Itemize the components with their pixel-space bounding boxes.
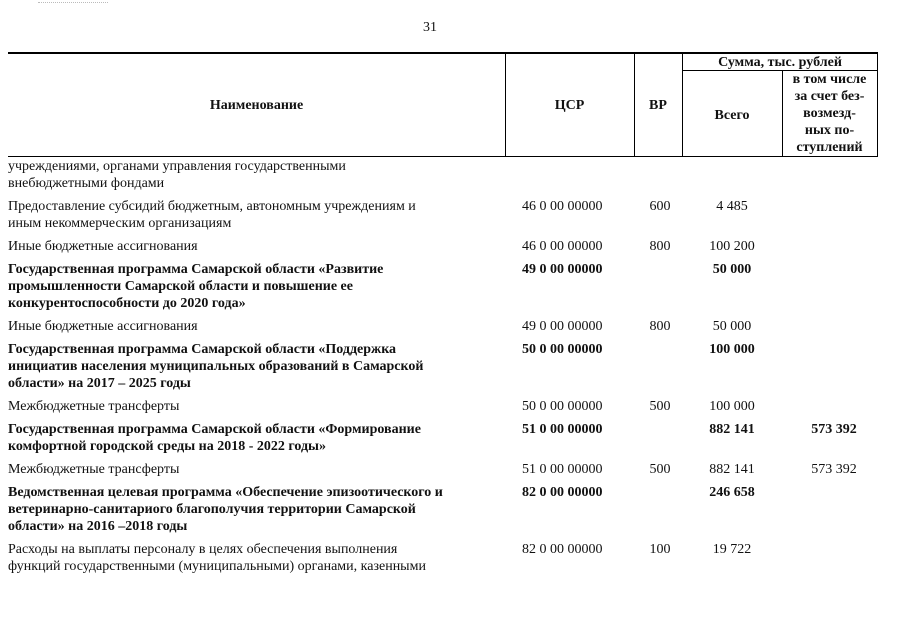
row-csr: 49 0 00 00000 — [522, 319, 603, 334]
row-total: 100 200 — [709, 239, 755, 254]
row-name — [8, 238, 498, 255]
row-name-line: внебюджетными фондами — [8, 176, 165, 191]
header-free-line: за счет без- — [794, 89, 865, 104]
row-name-line: комфортной городской среды на 2018 - 2022 годы» — [8, 439, 326, 454]
header-vr: ВР — [649, 98, 667, 113]
header-free-line: ных по- — [804, 123, 855, 138]
row-name — [8, 341, 498, 392]
row-name-line: области» на 2017 – 2025 годы — [8, 376, 191, 391]
header-total: Всего — [714, 108, 750, 123]
header-name: Наименование — [209, 98, 304, 113]
row-csr: 82 0 00 00000 — [522, 542, 603, 557]
row-total: 882 141 — [709, 462, 755, 477]
row-vr: 800 — [649, 319, 671, 334]
row-vr: 600 — [649, 199, 671, 214]
header-csr: ЦСР — [554, 98, 585, 113]
row-name-line: Иные бюджетные ассигнования — [8, 239, 198, 254]
page-number: 31 — [423, 20, 437, 35]
row-name-line: Государственная программа Самарской области «Формирование — [8, 422, 421, 437]
row-csr: 50 0 00 00000 — [522, 399, 603, 414]
row-total: 4 485 — [716, 199, 748, 214]
row-free: 573 392 — [811, 462, 857, 477]
row-name-line: Иные бюджетные ассигнования — [8, 319, 198, 334]
row-name — [8, 318, 498, 335]
row-total: 50 000 — [712, 319, 752, 334]
row-name-line: конкурентоспособности до 2020 года» — [8, 296, 246, 311]
header-bottom-rule — [8, 156, 878, 157]
header-free-line: возмезд- — [803, 106, 856, 121]
row-name-line: функций государственными (муниципальными) органами, казенными — [8, 559, 426, 574]
row-vr: 500 — [649, 462, 671, 477]
row-vr: 800 — [649, 239, 671, 254]
row-csr: 46 0 00 00000 — [522, 239, 603, 254]
row-name-line: Предоставление субсидий бюджетным, автономным учреждениям и — [8, 199, 416, 214]
row-csr: 51 0 00 00000 — [522, 422, 603, 437]
row-csr: 51 0 00 00000 — [522, 462, 603, 477]
row-name — [8, 398, 498, 415]
row-vr: 100 — [649, 542, 671, 557]
row-name-line: Государственная программа Самарской области «Поддержка — [8, 342, 397, 357]
row-total: 19 722 — [712, 542, 752, 557]
header-free-line: в том числе — [792, 72, 867, 87]
row-name — [8, 541, 498, 575]
row-csr: 50 0 00 00000 — [522, 342, 603, 357]
row-name-line: области» на 2016 –2018 годы — [8, 519, 188, 534]
row-total: 246 658 — [709, 485, 755, 500]
row-name-line: ветеринарно-санитариого благополучия территории Самарской — [8, 502, 416, 517]
row-name-line: инициатив населения муниципальных образований в Самарской — [8, 359, 424, 374]
row-name — [8, 158, 498, 192]
row-name-line: Межбюджетные трансферты — [8, 462, 180, 477]
row-name — [8, 421, 498, 455]
row-name-line: промышленности Самарской области и повышение ее — [8, 279, 353, 294]
scan-artifact — [38, 2, 108, 6]
header-sum-group: Сумма, тыс. рублей — [718, 55, 842, 70]
row-name — [8, 261, 498, 312]
row-total: 50 000 — [712, 262, 752, 277]
row-csr: 49 0 00 00000 — [522, 262, 603, 277]
row-name-line: иным некоммерческим организациям — [8, 216, 232, 231]
header-free-line: ступлений — [796, 140, 863, 155]
row-name-line: Расходы на выплаты персоналу в целях обеспечения выполнения — [8, 542, 398, 557]
row-vr: 500 — [649, 399, 671, 414]
row-name-line: Государственная программа Самарской области «Развитие — [8, 262, 384, 277]
row-csr: 82 0 00 00000 — [522, 485, 603, 500]
row-name — [8, 484, 498, 535]
row-total: 882 141 — [709, 422, 755, 437]
row-total: 100 000 — [709, 399, 755, 414]
row-name-line: учреждениями, органами управления государственными — [8, 159, 346, 174]
row-name — [8, 198, 498, 232]
row-name-line: Ведомственная целевая программа «Обеспечение эпизоотического и — [8, 485, 443, 500]
row-name — [8, 461, 498, 478]
row-total: 100 000 — [709, 342, 755, 357]
row-csr: 46 0 00 00000 — [522, 199, 603, 214]
row-name-line: Межбюджетные трансферты — [8, 399, 180, 414]
row-free: 573 392 — [811, 422, 857, 437]
header-free — [782, 71, 877, 156]
